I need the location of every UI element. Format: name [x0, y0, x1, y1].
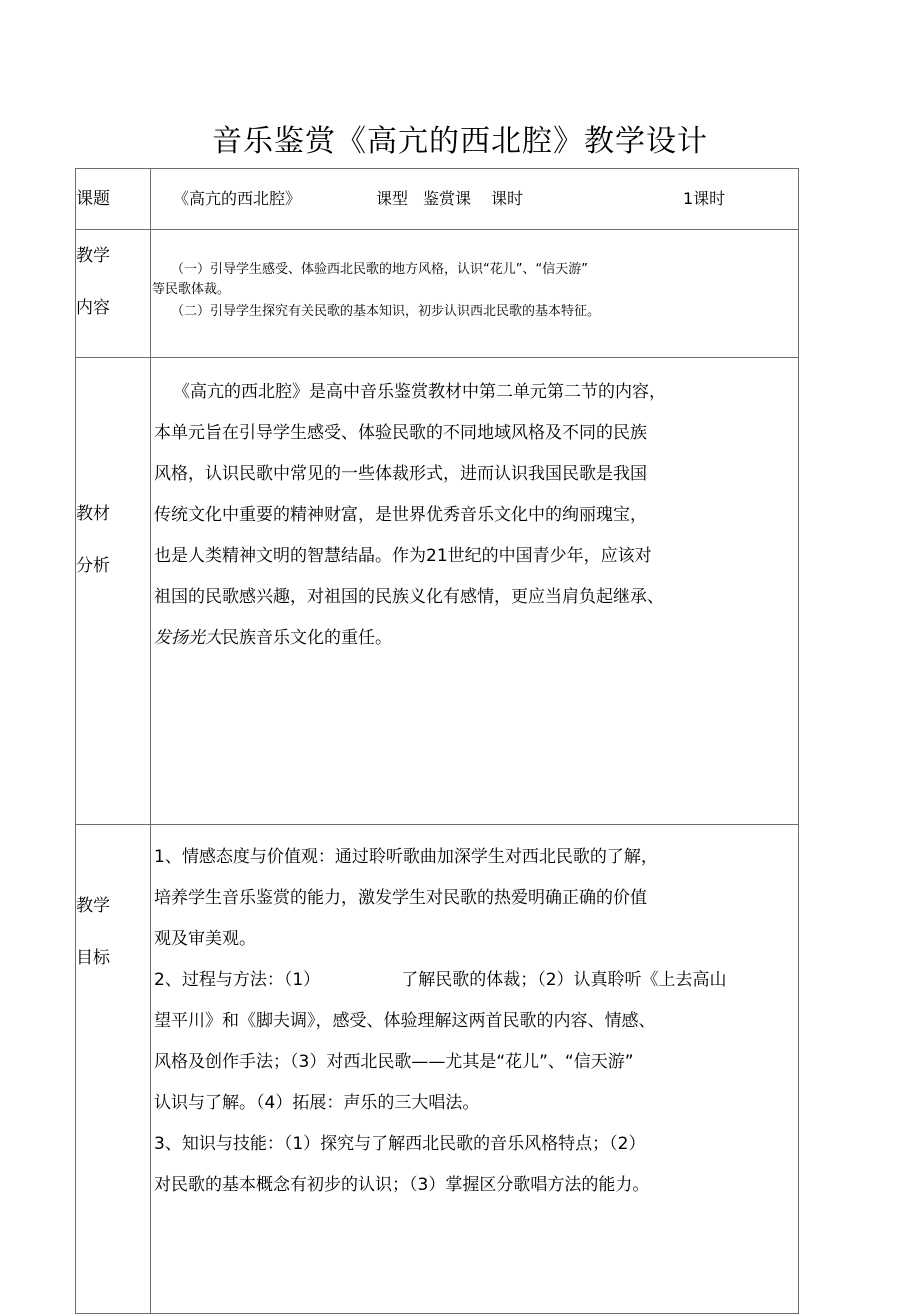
analysis-line: 本单元旨在引导学生感受、体验民歌的不同地域风格及不同的民族	[154, 423, 647, 443]
analysis-line: 风格，认识民歌中常见的一些体裁形式，进而认识我国民歌是我国	[154, 464, 647, 484]
analysis-last-rest: 民族音乐文化的重任。	[222, 628, 392, 648]
analysis-cell	[151, 358, 799, 825]
row-content	[76, 230, 799, 358]
label-content-line1: 教学	[76, 246, 110, 266]
lesson-hours-label: 课时	[491, 189, 524, 208]
label-topic: 课题	[76, 169, 151, 230]
label-goals	[76, 825, 151, 1314]
analysis-italic-phrase: 发扬光大	[154, 628, 222, 648]
label-analysis-line1: 教材	[76, 504, 110, 524]
content-line: 等民歌体裁。	[152, 282, 231, 297]
topic-name: 《高亢的西北腔》	[173, 189, 302, 208]
lesson-type-value: 鉴赏课	[423, 189, 472, 208]
content-cell	[151, 230, 799, 358]
label-goals-line1: 教学	[76, 896, 110, 916]
lesson-plan-table	[75, 168, 799, 1314]
goals-line: 培养学生音乐鉴赏的能力，激发学生对民歌的热爱明确正确的价值	[154, 888, 647, 908]
goals-line: 望平川》和《脚夫调》，感受、体验理解这两首民歌的内容、情感、	[154, 1011, 656, 1031]
analysis-line: 也是人类精神文明的智慧结晶。作为21世纪的中国青少年，应该对	[154, 546, 652, 566]
label-analysis-line2: 分析	[76, 556, 110, 576]
analysis-line: 《高亢的西北腔》是高中音乐鉴赏教材中第二单元第二节的内容，	[173, 382, 666, 402]
goals-line: 3、知识与技能：（1）探究与了解西北民歌的音乐风格特点；（2）	[154, 1134, 646, 1154]
analysis-line: 祖国的民歌感兴趣，对祖国的民族义化有感情，更应当肩负起继承、	[154, 587, 664, 607]
label-analysis	[76, 358, 151, 825]
content-line: （一）引导学生感受、体验西北民歌的地方风格，认识“花儿”、“信天游”	[171, 262, 588, 277]
lesson-type-label: 课型	[376, 189, 409, 208]
goals-line: 1、情感态度与价值观：通过聆听歌曲加深学生对西北民歌的了解，	[154, 847, 658, 867]
label-goals-line2: 目标	[76, 948, 110, 968]
analysis-line: 传统文化中重要的精神财富，是世界优秀音乐文化中的绚丽瑰宝，	[154, 505, 647, 525]
content-line: （二）引导学生探究有关民歌的基本知识，初步认识西北民歌的基本特征。	[171, 304, 601, 319]
topic-cell	[151, 169, 799, 230]
label-content-line2: 内容	[76, 298, 110, 318]
goals-line: 对民歌的基本概念有初步的认识；（3）掌握区分歌唱方法的能力。	[154, 1175, 650, 1195]
lesson-hours-value: 1课时	[683, 189, 726, 208]
label-content	[76, 230, 151, 358]
analysis-line-last	[151, 618, 798, 659]
goals-line: 认识与了解。（4）拓展：声乐的三大唱法。	[154, 1093, 480, 1113]
row-analysis	[76, 358, 799, 825]
goals-line: 2、过程与方法：（1） 了解民歌的体裁；（2）认真聆听《上去高山	[154, 970, 727, 990]
goals-line: 风格及创作手法；（3）对西北民歌——尤其是“花儿”、“信天游”	[154, 1052, 634, 1072]
row-topic	[76, 169, 799, 230]
row-goals	[76, 825, 799, 1314]
goals-line: 观及审美观。	[154, 929, 256, 949]
document-title: 音乐鉴赏《高亢的西北腔》教学设计	[212, 124, 708, 159]
goals-cell	[151, 825, 799, 1314]
